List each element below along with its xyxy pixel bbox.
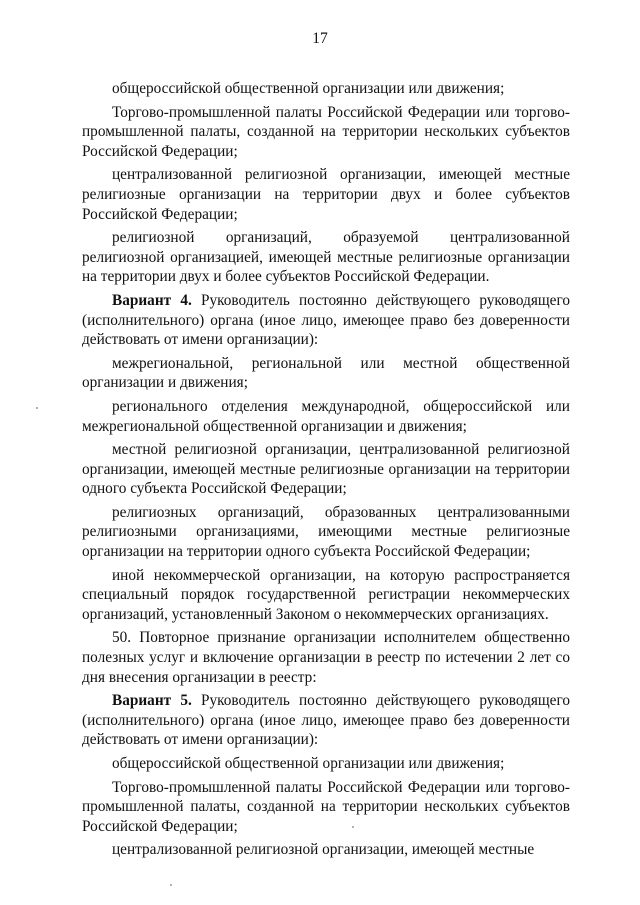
paragraph-item-50: 50. Повторное признание организации исполнителем общественно полезных услуг и включение организации в реестр по истечении 2 лет со дня внесения организации в реестр: [82,629,570,686]
scan-speck [170,884,172,886]
paragraph: общероссийской общественной организации или движения; [112,80,505,97]
variant-heading: Вариант 5. [112,692,192,710]
paragraph: религиозной организаций, образуемой централизованной религиозной организацией, имеющей местные религиозные организации на территории двух и более субъектов Российской Федерации. [82,229,570,286]
paragraph: централизованной религиозной организации, имеющей местные [112,841,535,859]
paragraph: иной некоммерческой организации, на которую распространяется специальный порядок государственной регистрации некоммерческих организаций, установленный Законом о некоммерческих организациях. [82,566,570,623]
paragraph: Торгово-промышленной палаты Российской Федерации или торгово-промышленной палаты, созданной на территории нескольких субъектов Российской Федерации; [82,103,570,160]
paragraph: централизованной религиозной организации, имеющей местные религиозные организации на территории двух и более субъектов Российской Федерации; [82,166,570,223]
page-number: 17 [312,30,328,47]
scan-speck [352,826,354,828]
variant-heading: Вариант 4. [112,291,192,309]
paragraph-variant-5: Вариант 5. Руководитель постоянно действующего руководящего (исполнительного) органа (иное лицо, имеющее право без доверенности действовать от имени организации): [82,692,570,749]
paragraph: Торгово-промышленной палаты Российской Федерации или торгово-промышленной палаты, созданной на территории нескольких субъектов Российской Федерации; [82,778,570,835]
paragraph-variant-4: Вариант 4. Руководитель постоянно действующего руководящего (исполнительного) органа (иное лицо, имеющее право без доверенности действовать от имени организации): [82,291,570,349]
paragraph: общероссийской общественной организации или движения; [112,755,505,772]
document-body [82,79,570,860]
paragraph: местной религиозной организации, централизованной религиозной организации, имеющей местные религиозные организации на территории одного субъекта Российской Федерации; [82,441,570,498]
paragraph: регионального отделения международной, общероссийской или межрегиональной общественной организации и движения; [82,397,570,435]
paragraph: религиозных организаций, образованных централизованными религиозными организациями, имеющими местные религиозные организации на территории одного субъекта Российской Федерации; [82,503,570,561]
scan-speck [36,407,38,409]
paragraph: межрегиональной, региональной или местной общественной организации и движения; [82,354,570,392]
